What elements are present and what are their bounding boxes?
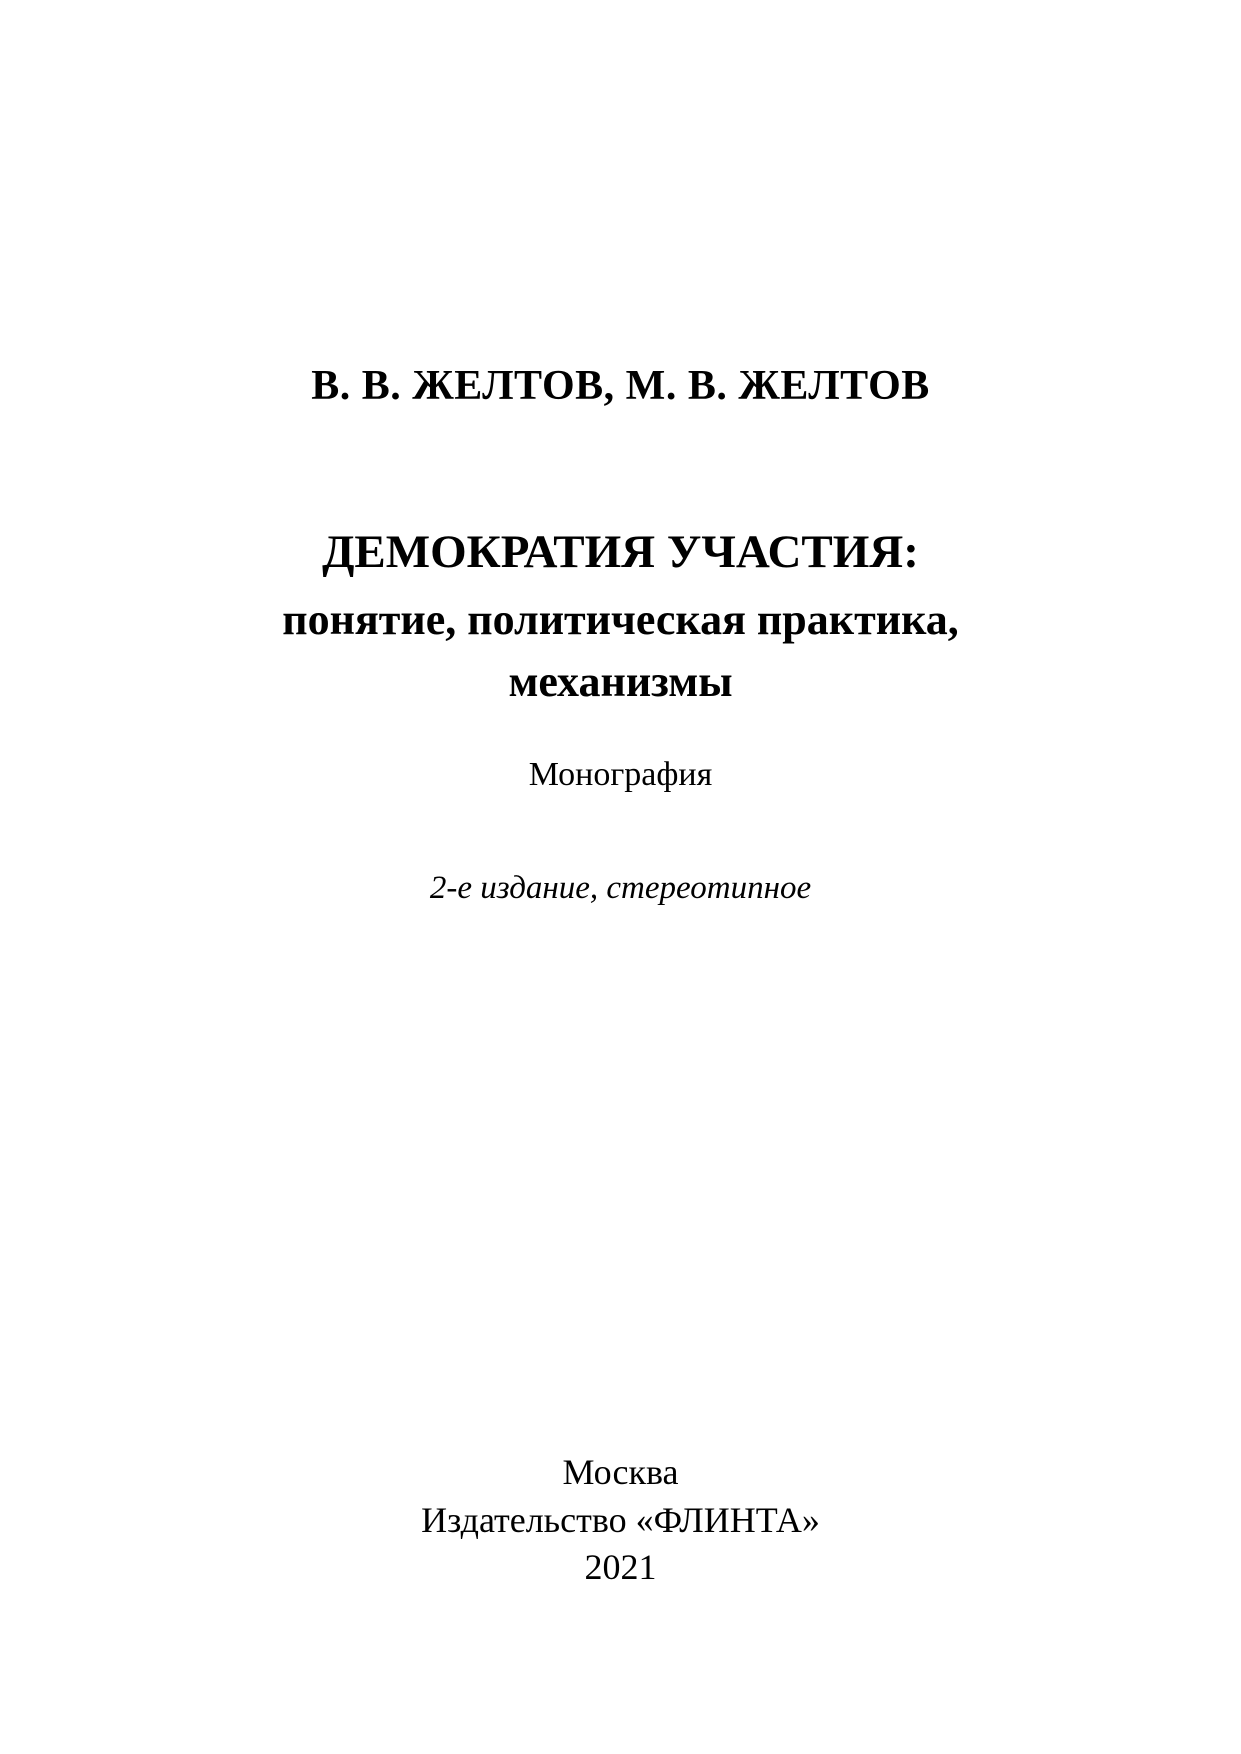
authors: В. В. ЖЕЛТОВ, М. В. ЖЕЛТОВ xyxy=(311,363,930,409)
edition-note: 2-е издание, стереотипное xyxy=(429,870,812,906)
genre-label: Монография xyxy=(528,756,713,793)
book-subtitle-line-1: понятие, политическая практика, xyxy=(282,595,959,644)
imprint-city: Москва xyxy=(562,1452,679,1492)
book-title: ДЕМОКРАТИЯ УЧАСТИЯ: xyxy=(322,526,919,578)
imprint-year: 2021 xyxy=(584,1547,657,1587)
imprint-publisher: Издательство «ФЛИНТА» xyxy=(421,1500,820,1540)
book-subtitle-line-2: механизмы xyxy=(508,657,733,706)
